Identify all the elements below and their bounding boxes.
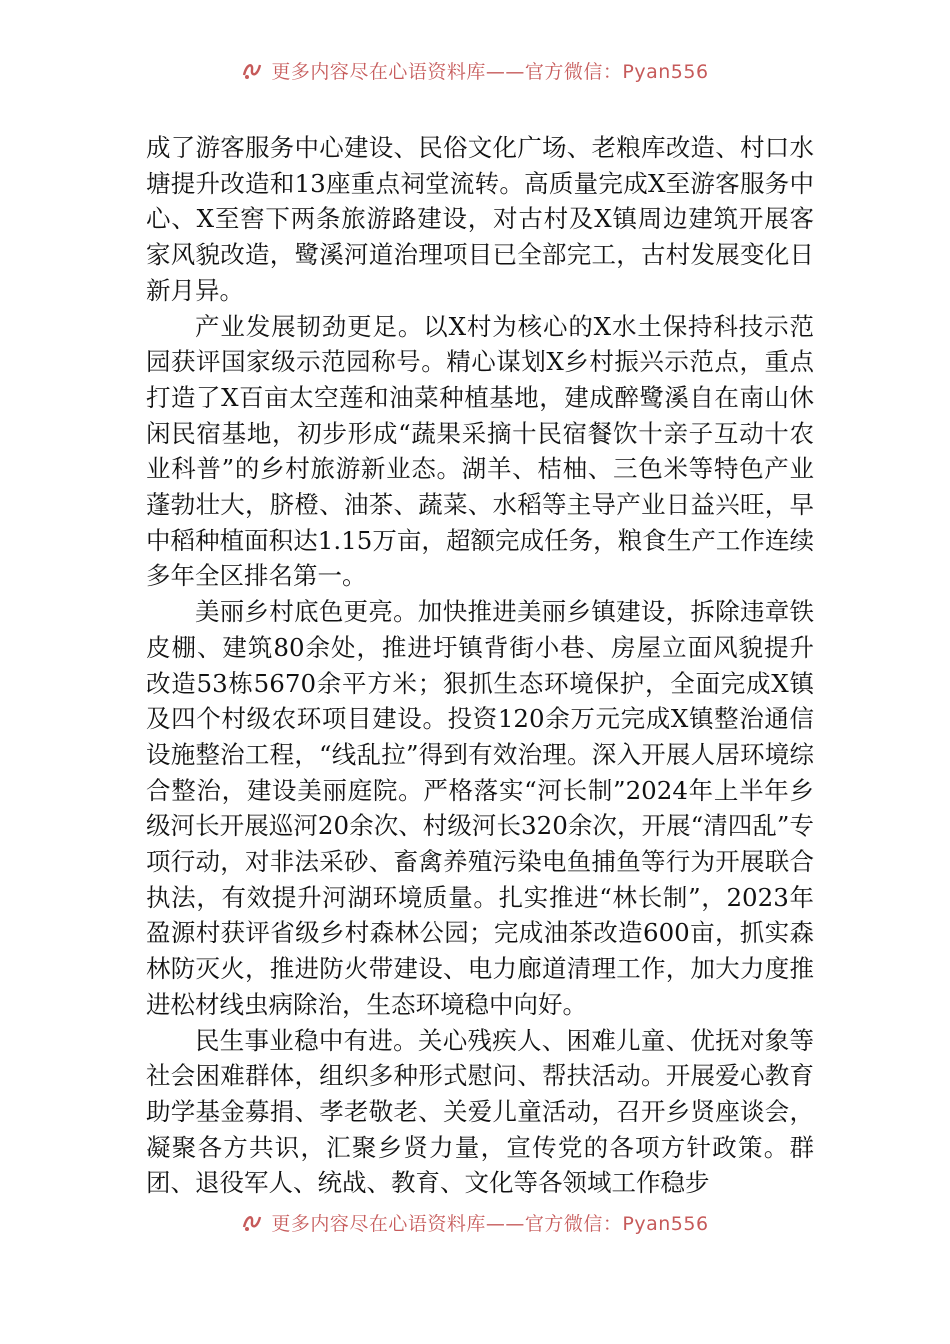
document-body xyxy=(146,130,814,1201)
paragraph-livelihood: 民生事业稳中有进。关心残疾人、困难儿童、优抚对象等社会困难群体，组织多种形式慰问、帮扶活动。开展爱心教育助学基金募捐、孝老敬老、关爱儿童活动，召开乡贤座谈会，凝聚各方共识，汇聚乡贤力量，宣传党的各项方针政策。群团、退役军人、统战、教育、文化等各领域工作稳步 xyxy=(146,1025,814,1198)
watermark-text: 更多内容尽在心语资料库——官方微信：Pyan556 xyxy=(271,60,709,83)
paragraph-industry-development: 产业发展韧劲更足。以X村为核心的X水土保持科技示范园获评国家级示范园称号。精心谋划X乡村振兴示范点，重点打造了X百亩太空莲和油菜种植基地，建成醉鹭溪自在南山休闲民宿基地，初步形成“蔬果采摘十民宿餐饮十亲子互动十农业科普”的乡村旅游新业态。湖羊、桔柚、三色米等特色产业蓬勃壮大，脐橙、油茶、蔬菜、水稻等主导产业日益兴旺，早中稻种植面积达1.15万亩，超额完成任务，粮食生产工作连续多年全区排名第一。 xyxy=(146,311,814,591)
watermark-logo-icon xyxy=(241,1211,263,1233)
watermark-text: 更多内容尽在心语资料库——官方微信：Pyan556 xyxy=(271,1212,709,1235)
watermark-header xyxy=(0,55,950,85)
watermark-logo-icon xyxy=(241,59,263,81)
paragraph-continuation: 成了游客服务中心建设、民俗文化广场、老粮库改造、村口水塘提升改造和13座重点祠堂流转。高质量完成X至游客服务中心、X至窖下两条旅游路建设，对古村及X镇周边建筑开展客家风貌改造，鹭溪河道治理项目已全部完工，古村发展变化日新月异。 xyxy=(146,133,814,305)
paragraph-beautiful-village: 美丽乡村底色更亮。加快推进美丽乡镇建设，拆除违章铁皮棚、建筑80余处，推进圩镇背街小巷、房屋立面风貌提升改造53栋5670余平方米；狠抓生态环境保护，全面完成X镇及四个村级农环项目建设。投资120余万元完成X镇整治通信设施整治工程，“线乱拉”得到有效治理。深入开展人居环境综合整治，建设美丽庭院。严格落实“河长制”2024年上半年乡级河长开展巡河20余次、村级河长320余次，开展“清四乱”专项行动，对非法采砂、畜禽养殖污染电鱼捕鱼等行为开展联合执法，有效提升河湖环境质量。扎实推进“林长制”，2023年盈源村获评省级乡村森林公园；完成油茶改造600亩，抓实森林防灭火，推进防火带建设、电力廊道清理工作，加大力度推进松材线虫病除治，生态环境稳中向好。 xyxy=(146,597,814,1019)
watermark-footer xyxy=(0,1207,950,1237)
